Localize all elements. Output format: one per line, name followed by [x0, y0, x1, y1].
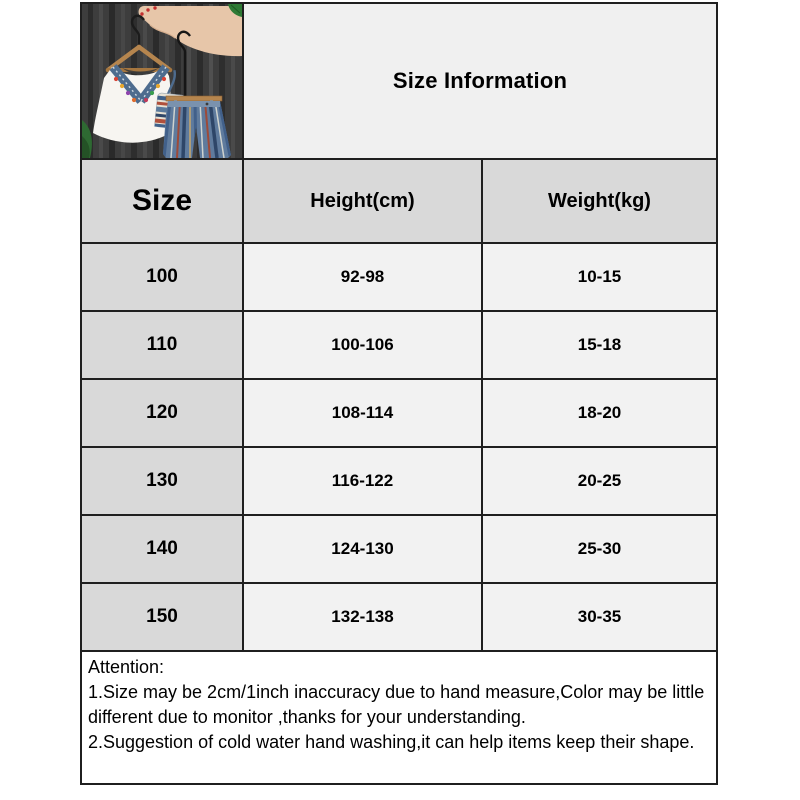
size-table: [80, 158, 718, 652]
page-title: Size Information: [392, 68, 568, 93]
size-table-header-row: [81, 159, 717, 243]
height-value: 100-106: [243, 311, 482, 379]
weight-value: 25-30: [482, 515, 717, 583]
attention-box: [80, 650, 718, 785]
size-value: 150: [81, 583, 243, 651]
column-header-size: Size: [81, 159, 243, 243]
size-value: 120: [81, 379, 243, 447]
weight-value: 18-20: [482, 379, 717, 447]
height-value: 116-122: [243, 447, 482, 515]
product-photo: [82, 4, 244, 158]
table-row: [81, 243, 717, 311]
table-row: [81, 311, 717, 379]
attention-note: 1.Size may be 2cm/1inch inaccuracy due to hand measure,Color may be little different due to monitor ,thanks for your understanding.: [88, 682, 705, 727]
weight-value: 30-35: [482, 583, 717, 651]
height-value: 124-130: [243, 515, 482, 583]
table-row: [81, 515, 717, 583]
attention-label: Attention:: [88, 657, 165, 677]
size-value: 140: [81, 515, 243, 583]
header-row: [80, 2, 718, 160]
size-value: 110: [81, 311, 243, 379]
size-value: 130: [81, 447, 243, 515]
weight-value: 15-18: [482, 311, 717, 379]
attention-note: 2.Suggestion of cold water hand washing,it can help items keep their shape.: [88, 732, 695, 752]
column-header-height: Height(cm): [243, 159, 482, 243]
size-information-sheet: [80, 2, 718, 785]
column-header-weight: Weight(kg): [482, 159, 717, 243]
size-value: 100: [81, 243, 243, 311]
table-row: [81, 583, 717, 651]
height-value: 92-98: [243, 243, 482, 311]
weight-value: 10-15: [482, 243, 717, 311]
product-photo-illustration: [82, 4, 242, 158]
table-row: [81, 379, 717, 447]
title-cell: [244, 4, 716, 158]
weight-value: 20-25: [482, 447, 717, 515]
table-row: [81, 447, 717, 515]
height-value: 108-114: [243, 379, 482, 447]
height-value: 132-138: [243, 583, 482, 651]
